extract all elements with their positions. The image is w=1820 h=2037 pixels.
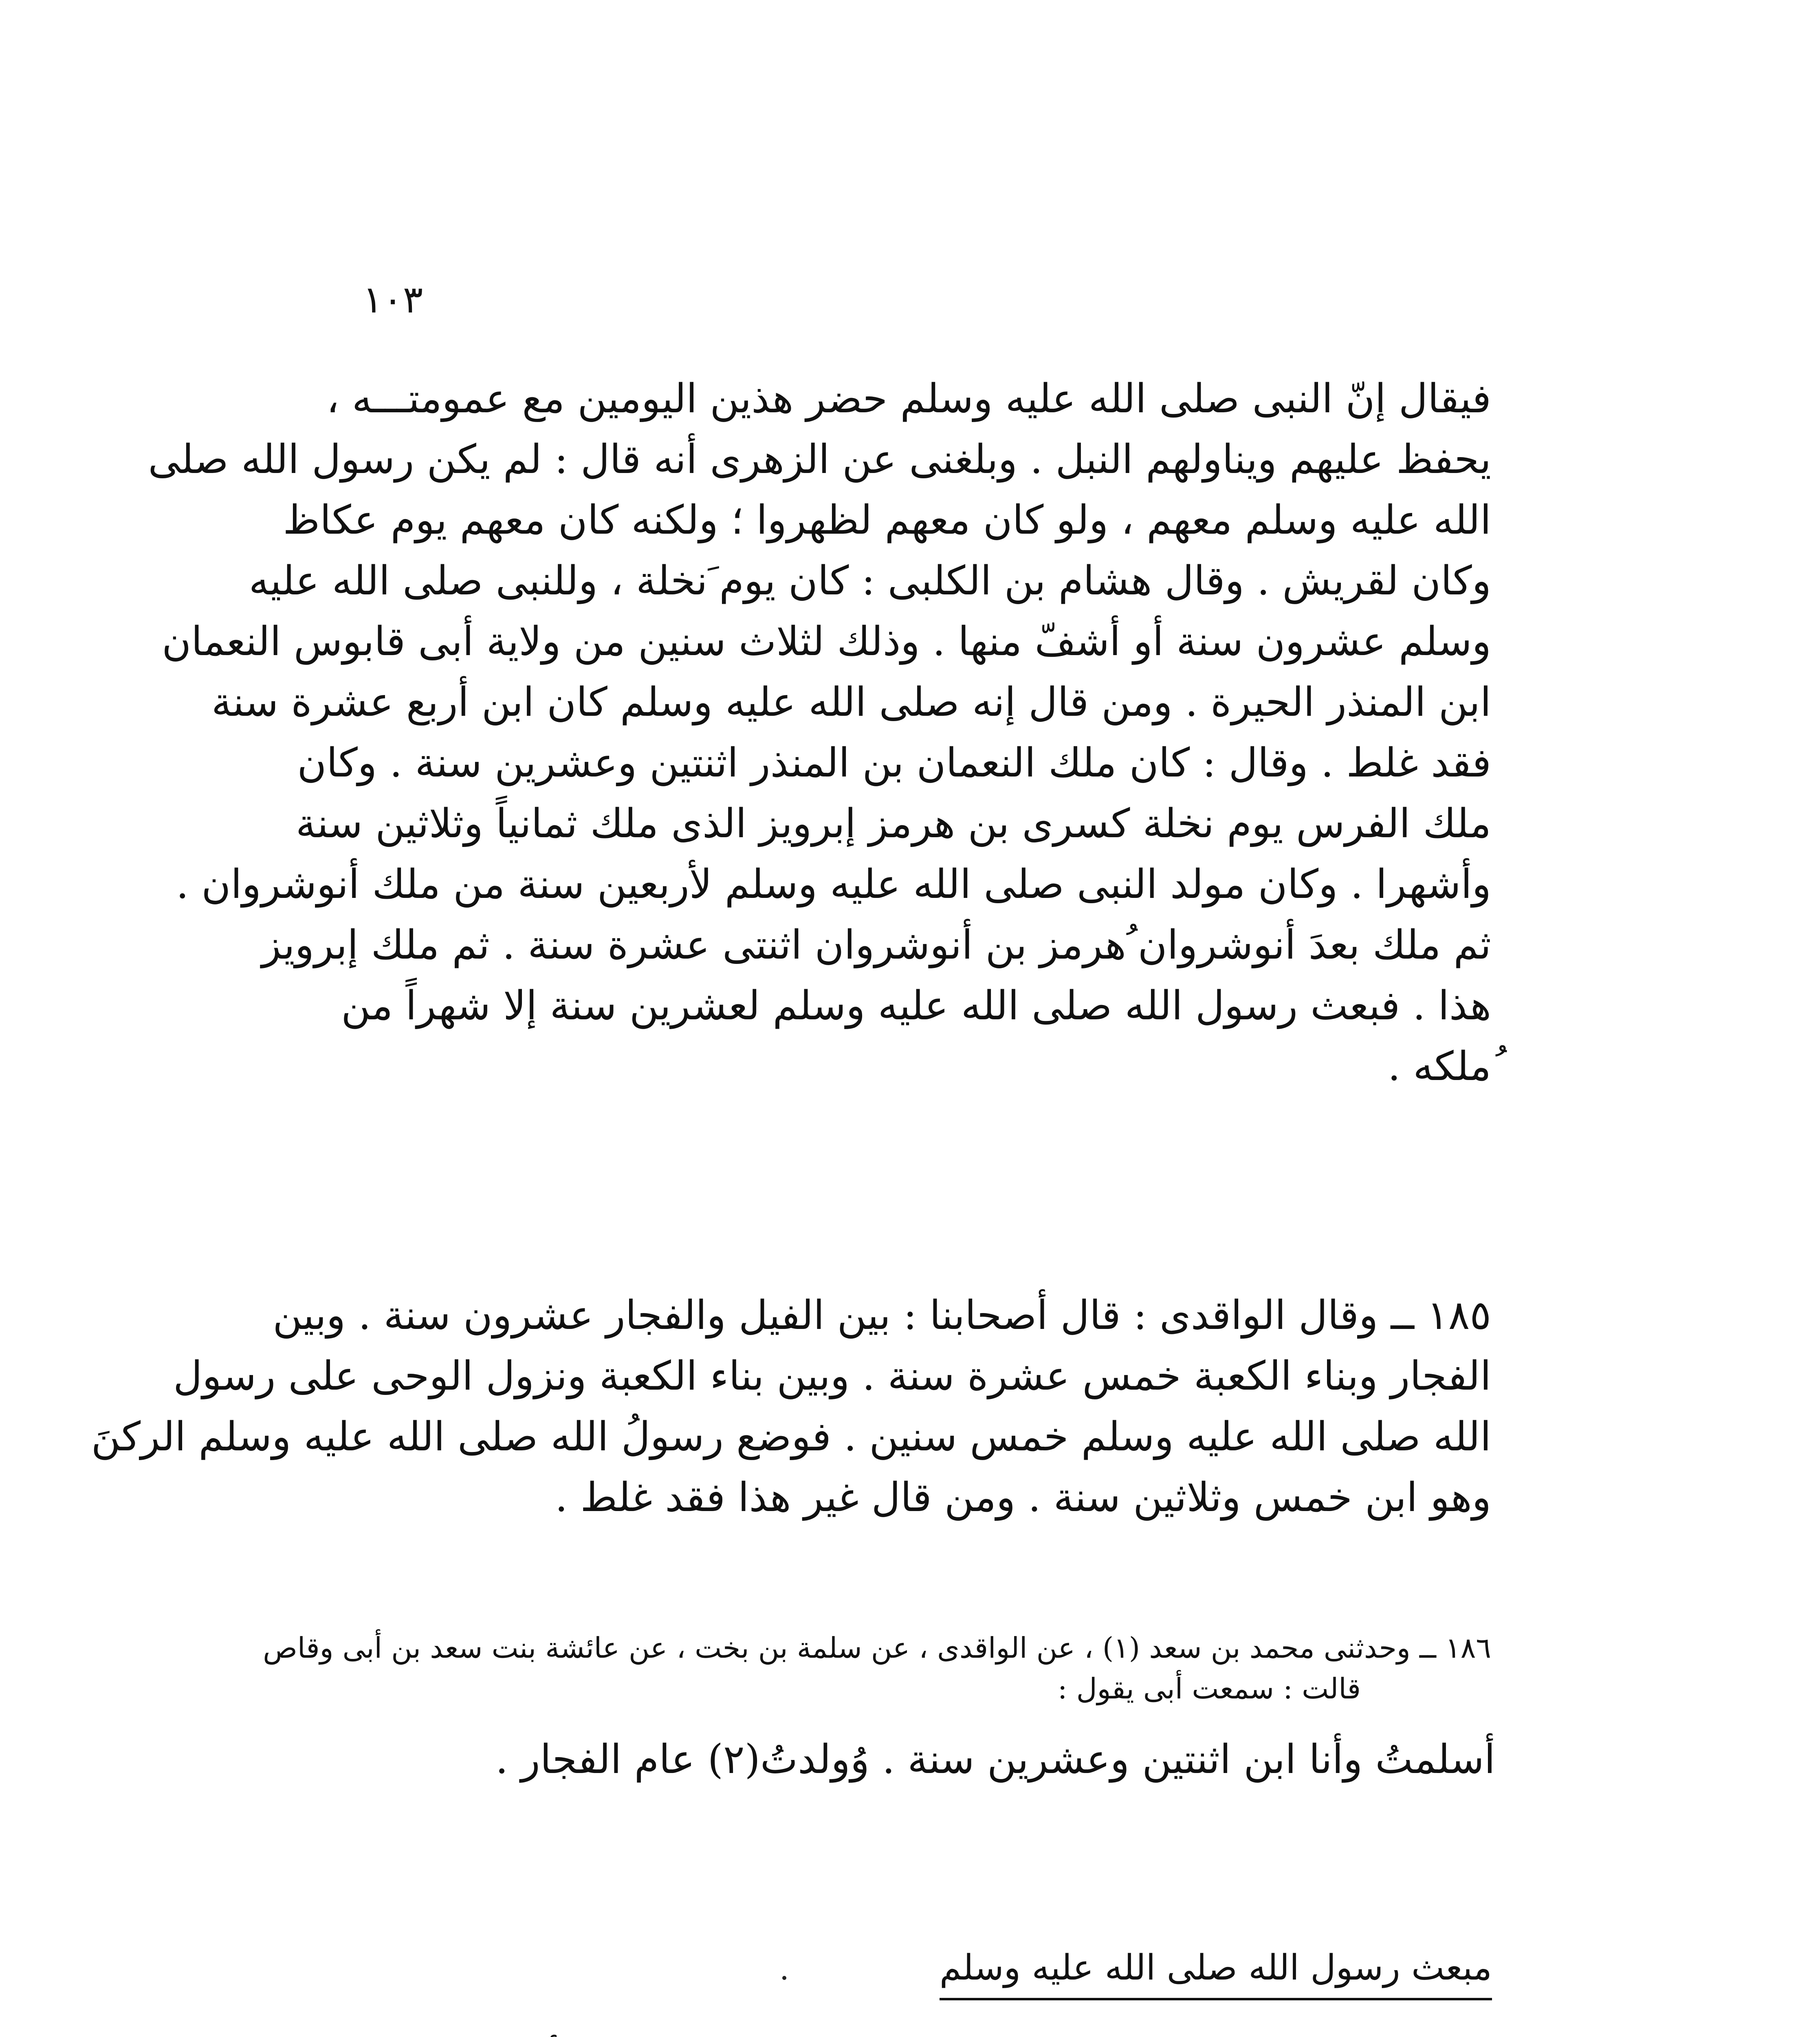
text-line: ملك الفرس يوم نخلة كسرى بن هرمز إبرويز الذى ملك ثمانياً وثلاثين سنة: [295, 801, 1491, 847]
paragraph-185: [91, 1285, 1491, 1528]
text-line: فيقال إنّ النبى صلى الله عليه وسلم حضر هذين اليومين مع عمومتـــه ،: [326, 376, 1491, 422]
paragraph-186-isnad: [263, 1628, 1491, 1709]
text-line: قالت : سمعت أبى يقول :: [1057, 1672, 1361, 1705]
text-line: ابن المنذر الحيرة . ومن قال إنه صلى الله عليه وسلم كان ابن أربع عشرة سنة: [211, 679, 1491, 726]
ink-speck: [782, 1976, 786, 1980]
text-line: وهو ابن خمس وثلاثين سنة . ومن قال غير هذا فقد غلط .: [555, 1474, 1491, 1521]
text-line: ١٨٦ ــ وحدثنى محمد بن سعد (١) ، عن الواقدى ، عن سلمة بن بخت ، عن عائشة بنت سعد بن أبى وقاص: [263, 1631, 1491, 1665]
text-line: وأشهرا . وكان مولد النبى صلى الله عليه وسلم لأربعين سنة من ملك أنوشروان .: [176, 861, 1491, 908]
paragraph-187: [354, 2031, 1491, 2037]
section-heading: مبعث رسول الله صلى الله عليه وسلم: [940, 1943, 1492, 2000]
text-line: الله صلى الله عليه وسلم خمس سنين . فوضع رسولُ الله صلى الله عليه وسلم الركنَ: [91, 1414, 1491, 1460]
text-line: هذا . فبعث رسول الله صلى الله عليه وسلم لعشرين سنة إلا شهراً من: [341, 983, 1491, 1029]
text-line: [354, 2031, 1491, 2037]
text-line: فقد غلط . وقال : كان ملك النعمان بن المنذر اثنتين وعشرين سنة . وكان: [297, 740, 1491, 786]
text-line: الفجار وبناء الكعبة خمس عشرة سنة . وبين بناء الكعبة ونزول الوحى على رسول: [173, 1353, 1491, 1399]
page-number: ١٠٣: [363, 278, 423, 321]
text-line: وكان لقريش . وقال هشام بن الكلبى : كان يوم َنخلة ، وللنبى صلى الله عليه: [249, 558, 1491, 604]
paragraph-continuation: [148, 369, 1491, 1097]
text-line: ُملكه .: [1388, 1043, 1491, 1090]
text-line: ١٨٥ ــ وقال الواقدى : قال أصحابنا : بين الفيل والفجار عشرون سنة . وبين: [273, 1292, 1491, 1339]
text-line: وسلم عشرون سنة أو أشفّ منها . وذلك لثلاث سنين من ولاية أبى قابوس النعمان: [162, 618, 1491, 665]
text-line: يحفظ عليهم ويناولهم النبل . وبلغنى عن الزهرى أنه قال : لم يكن رسول الله صلى: [148, 436, 1491, 483]
text-line: ثم ملك بعدَ أنوشروان ُهرمز بن أنوشروان اثنتى عشرة سنة . ثم ملك إبرويز: [262, 922, 1491, 968]
paragraph-186-quote: أسلمتُ وأنا ابن اثنتين وعشرين سنة . وُولدتُ(٢) عام الفجار .: [495, 1736, 1495, 1783]
text-line: الله عليه وسلم معهم ، ولو كان معهم لظهروا ؛ ولكنه كان معهم يوم عكاظ: [283, 497, 1491, 543]
